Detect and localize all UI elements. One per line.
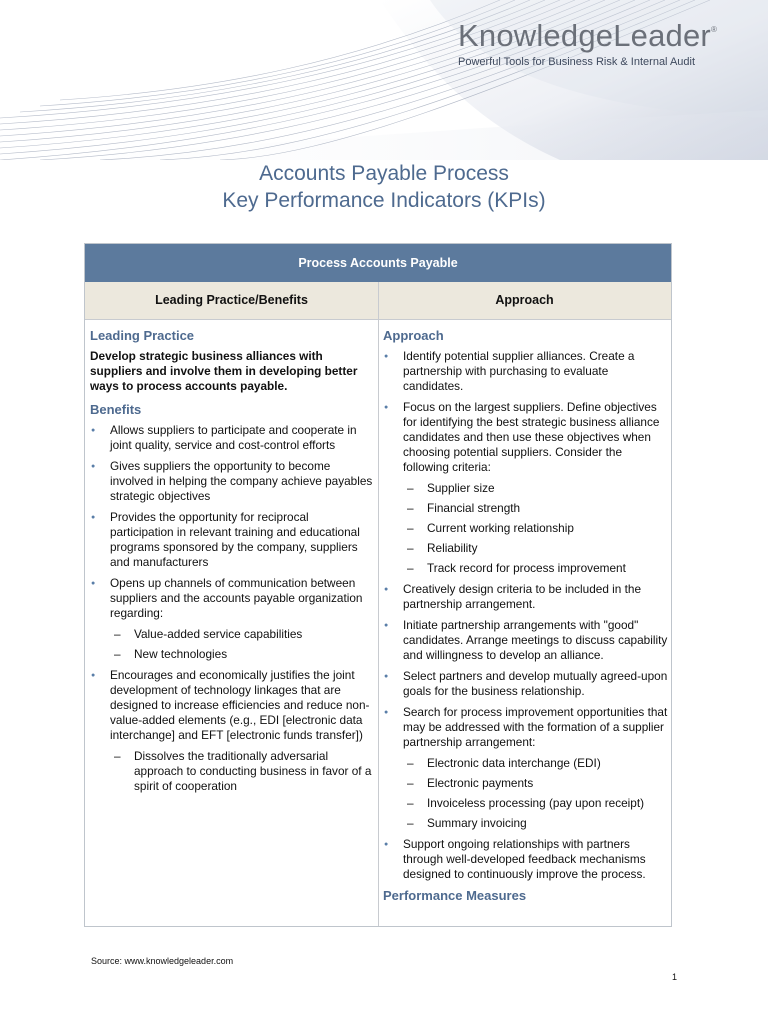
approach-column [383, 328, 668, 909]
list-item: ● Identify potential supplier alliances. Create a partnership with purchasing to evaluate candidates. [383, 349, 668, 394]
brand-logo [458, 18, 717, 68]
benefits-list [90, 423, 373, 794]
sub-list-item: – Electronic payments [403, 776, 668, 791]
page-subtitle: Key Performance Indicators (KPIs) [222, 189, 546, 212]
opportunities-list [403, 756, 668, 831]
sub-list-item: – New technologies [110, 647, 373, 662]
page-number: 1 [672, 972, 678, 982]
column-header-leading-practice: Leading Practice/Benefits [155, 293, 308, 307]
list-item: ● Search for process improvement opportunities that may be addressed with the formation of a supplier partnership arrangement: – Electronic data interchange (EDI) – Electronic payments – Invoiceless processing (pay upon receipt) – Summary invoicing [383, 705, 668, 831]
column-divider [378, 282, 379, 926]
leading-practice-heading: Leading Practice [90, 328, 195, 343]
list-item: ● Allows suppliers to participate and cooperate in joint quality, service and cost-control efforts [90, 423, 373, 453]
sub-list-item: – Electronic data interchange (EDI) [403, 756, 668, 771]
page-title: Accounts Payable Process [259, 162, 509, 185]
list-item: ● Focus on the largest suppliers. Define objectives for identifying the best strategic business alliance candidates and then use these objectives when choosing potential suppliers. Consider the following criteria: – Supplier size – Financial strength – Current working relationship – Reliability – Track record for process improvement [383, 400, 668, 576]
list-item: ● Provides the opportunity for reciprocal participation in relevant training and educational programs sponsored by the company, suppliers and manufacturers [90, 510, 373, 570]
sub-list [110, 627, 373, 662]
source-line: Source: www.knowledgeleader.com [91, 956, 234, 966]
sub-list-item: – Financial strength [403, 501, 668, 516]
performance-measures-heading: Performance Measures [383, 888, 527, 903]
list-item: ● Creatively design criteria to be included in the partnership arrangement. [383, 582, 668, 612]
approach-list [383, 349, 668, 882]
sub-list-item: – Track record for process improvement [403, 561, 668, 576]
sub-list [110, 749, 373, 794]
list-item: ● Opens up channels of communication between suppliers and the accounts payable organization regarding: – Value-added service capabilities – New technologies [90, 576, 373, 662]
sub-list-item: – Dissolves the traditionally adversarial approach to conducting business in favor of a spirit of cooperation [110, 749, 373, 794]
kpi-table [84, 243, 672, 927]
list-item: ● Support ongoing relationships with partners through well-developed feedback mechanisms designed to continuously improve the process. [383, 837, 668, 882]
sub-list-item: – Supplier size [403, 481, 668, 496]
sub-list-item: – Summary invoicing [403, 816, 668, 831]
column-header-approach: Approach [495, 293, 554, 307]
brand-tagline: Powerful Tools for Business Risk & Internal Audit [458, 56, 696, 68]
sub-list-item: – Current working relationship [403, 521, 668, 536]
sub-list-item: – Value-added service capabilities [110, 627, 373, 642]
trademark-mark: ® [710, 25, 718, 34]
list-item: ● Encourages and economically justifies the joint development of technology linkages that are designed to increase efficiencies and reduce non-value-added elements (e.g., EDI [electronic data interchange] and EFT [electronic funds transfer]) – Dissolves the traditionally adversarial approach to conducting business in favor of a spirit of cooperation [90, 668, 373, 794]
criteria-list [403, 481, 668, 576]
list-item: ● Gives suppliers the opportunity to become involved in helping the company achieve payables strategic objectives [90, 459, 373, 504]
brand-name: KnowledgeLeader® [458, 18, 718, 53]
sub-list-item: – Reliability [403, 541, 668, 556]
benefits-heading: Benefits [90, 402, 142, 417]
table-header: Process Accounts Payable [85, 244, 671, 282]
list-item: ● Select partners and develop mutually agreed-upon goals for the business relationship. [383, 669, 668, 699]
list-item: ● Initiate partnership arrangements with "good" candidates. Arrange meetings to discuss capability and willingness to develop an alliance. [383, 618, 668, 663]
approach-heading: Approach [383, 328, 444, 343]
sub-list-item: – Invoiceless processing (pay upon receipt) [403, 796, 668, 811]
leading-practice-text: Develop strategic business alliances with suppliers and involve them in developing better ways to process accounts payable. [90, 349, 358, 393]
leading-practice-column [90, 328, 373, 800]
